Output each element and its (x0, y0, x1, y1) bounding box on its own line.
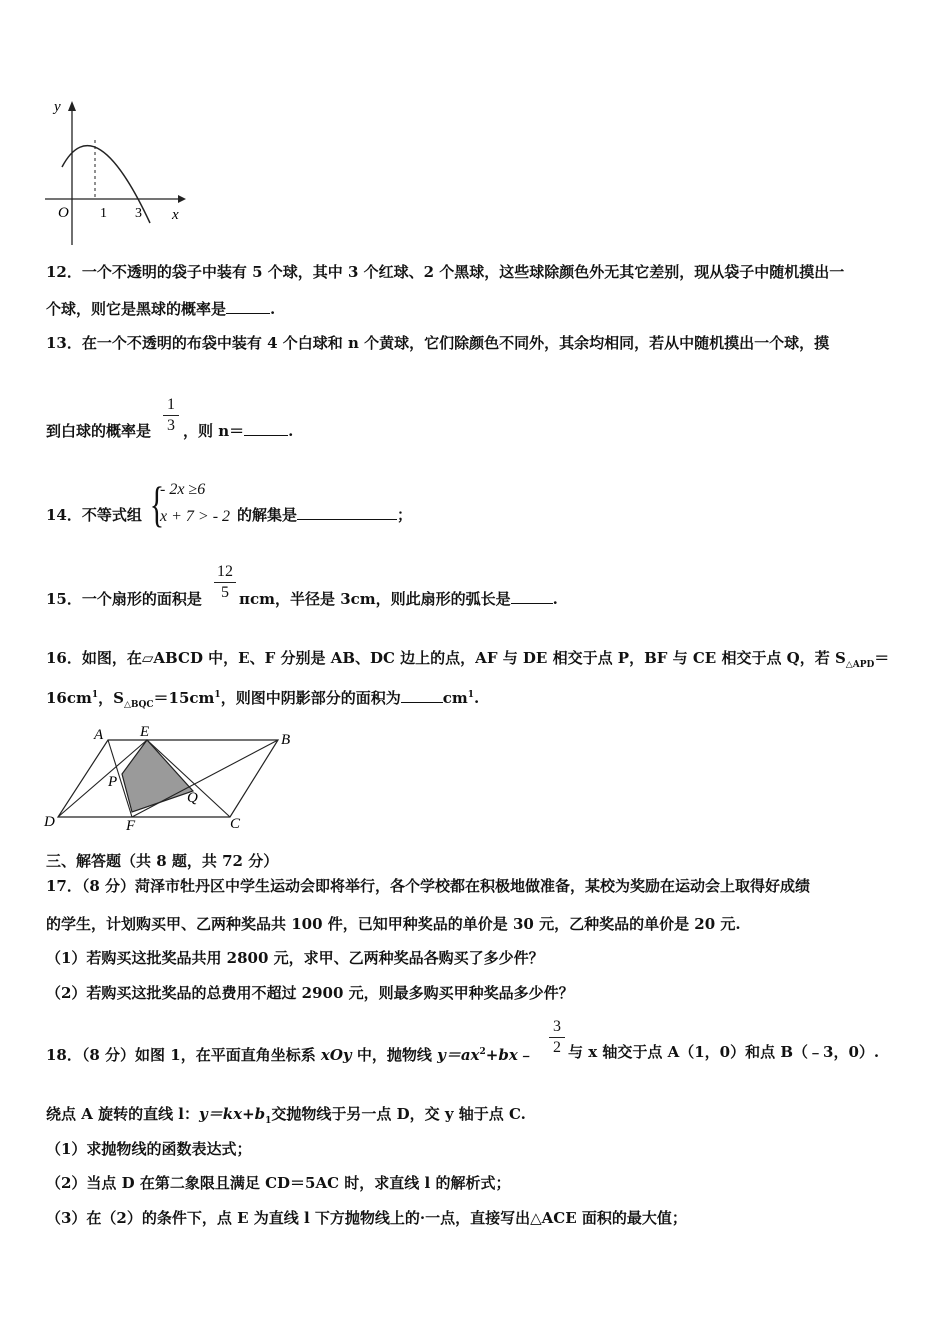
q15-post-text: πcm，半径是 3cm，则此扇形的弧长是 (239, 590, 511, 608)
q16-sup3: 1 (467, 690, 474, 700)
q16-answer-blank[interactable] (401, 688, 443, 703)
q16-line2-d: ，则图中阴影部分的面积为 (220, 689, 401, 707)
q14-post (237, 505, 412, 525)
q18-line2-sub: 1 (265, 1116, 272, 1126)
q16-line2-b: ，S (98, 689, 124, 707)
q13-post-text: ，则 n＝ (183, 422, 245, 440)
parabola-graph (40, 95, 190, 250)
q13-fraction (163, 396, 179, 435)
label-q: Q (187, 790, 198, 806)
q17-line1: 17．（8 分）菏泽市牡丹区中学生运动会即将举行，各个学校都在积极地做准备，某校为奖励在运动会上取得好成绩 (46, 877, 811, 895)
label-a: A (94, 727, 104, 743)
label-e: E (140, 724, 150, 740)
q18-line2 (46, 1104, 526, 1131)
tick-1-label: 1 (100, 206, 107, 221)
label-f: F (126, 818, 136, 832)
q15-tail: . (552, 590, 558, 608)
q13-frac-bar (163, 415, 179, 416)
q18-frac-num: 3 (553, 1018, 561, 1035)
q14-answer-blank[interactable] (297, 505, 397, 520)
q15-frac-bar (214, 582, 236, 583)
y-label: y (54, 99, 61, 115)
q15-pre: 15．一个扇形的面积是 (46, 590, 202, 608)
q18-fraction (549, 1018, 565, 1057)
q14-ineq2: x + 7 > - 2 (160, 508, 231, 525)
x-label: x (172, 207, 179, 223)
q18-line2-a: 绕点 A 旋转的直线 l： (46, 1105, 200, 1123)
q16-sub-bqc: △BQC (124, 700, 154, 710)
q18-part3: （3）在（2）的条件下，点 E 为直线 l 下方抛物线上的·一点，直接写出△ACE 面积的最大值； (46, 1209, 687, 1227)
q16-line2 (46, 685, 479, 715)
q12-tail: . (270, 300, 276, 318)
parallelogram-figure (40, 722, 302, 832)
section3-heading: 三、解答题（共 8 题，共 72 分） (46, 852, 279, 870)
q18-frac-den: 2 (553, 1039, 561, 1056)
y-axis-arrow (68, 101, 76, 111)
q16-tail: . (473, 689, 480, 707)
q15-frac-num: 12 (217, 563, 233, 580)
q18-frac-bar (549, 1037, 565, 1038)
q14-system-brace: { (149, 476, 165, 532)
q18-part1: （1）求抛物线的函数表达式； (46, 1140, 252, 1158)
q16-line2-e: cm (442, 689, 468, 707)
q14-post-text: 的解集是 (237, 506, 298, 524)
origin-label: O (58, 205, 69, 221)
q18-xoy: xOy (320, 1046, 352, 1064)
q13-frac-num: 1 (167, 396, 175, 413)
q14-tail: ； (397, 506, 413, 524)
q16-line1 (46, 648, 889, 675)
q16-line2-c: ＝15cm (153, 689, 215, 707)
q18-line1-post: 与 x 轴交于点 A（1，0）和点 B（﹣3，0）. (568, 1043, 880, 1061)
label-d: D (44, 814, 55, 830)
q13-answer-blank[interactable] (244, 421, 288, 436)
q13-line2-post (183, 421, 293, 441)
q16-line1-end: ＝ (874, 649, 890, 667)
q12-answer-blank[interactable] (226, 299, 270, 314)
q18-line2-eq: y＝kx+b (199, 1105, 266, 1123)
q17-part1: （1）若购买这批奖品共用 2800 元，求甲、乙两种奖品各购买了多少件？ (46, 949, 544, 967)
x-axis-arrow (178, 195, 186, 203)
q12-line2 (46, 299, 275, 319)
q18-pre: 18．（8 分）如图 1，在平面直角坐标系 (46, 1046, 321, 1064)
q16-sup1: 1 (91, 690, 99, 700)
q18-eq: y＝ax (437, 1046, 480, 1064)
q12-line1: 12．一个不透明的袋子中装有 5 个球，其中 3 个红球、2 个黑球，这些球除颜色外无其它差别，现从袋子中随机摸出一 (46, 263, 845, 281)
q15-answer-blank[interactable] (511, 589, 553, 604)
q16-line1-text: 16．如图，在▱ABCD 中，E、F 分别是 AB、DC 边上的点，AF 与 DE 相交于点 P，BF 与 CE 相交于点 Q，若 S (46, 649, 846, 667)
q16-sup2: 1 (214, 690, 221, 700)
q18-sup: 2 (479, 1047, 486, 1057)
q14-ineq1: - 2x ≥6 (160, 481, 206, 498)
q18-eq2: +bx﹣ (485, 1046, 533, 1064)
q18-line2-b: 交抛物线于另一点 D，交 y 轴于点 C. (271, 1105, 526, 1123)
q18-line1-pre (46, 1042, 533, 1065)
label-b: B (281, 732, 291, 748)
q15-frac-den: 5 (221, 584, 229, 601)
q15-fraction (214, 563, 236, 602)
q13-frac-den: 3 (167, 417, 175, 434)
q18-part2: （2）当点 D 在第二象限且满足 CD＝5AC 时，求直线 l 的解析式； (46, 1174, 511, 1192)
shaded-quadrilateral (122, 740, 193, 812)
tick-3-label: 3 (135, 206, 142, 221)
q14-pre: 14．不等式组 (46, 506, 142, 524)
q13-line1: 13．在一个不透明的布袋中装有 4 个白球和 n 个黄球，它们除颜色不同外，其余均相同，若从中随机摸出一个球，摸 (46, 334, 830, 352)
q12-line2-text: 个球，则它是黑球的概率是 (46, 300, 227, 318)
q17-part2: （2）若购买这批奖品的总费用不超过 2900 元，则最多购买甲种奖品多少件？ (46, 984, 574, 1002)
q17-line2: 的学生，计划购买甲、乙两种奖品共 100 件，已知甲种奖品的单价是 30 元，乙种奖品的单价是 20 元. (46, 915, 741, 933)
q16-sub-apd: △APD (845, 660, 875, 670)
q13-line2-pre: 到白球的概率是 (46, 422, 152, 440)
label-p: P (108, 774, 118, 790)
q16-line2-a: 16cm (46, 689, 92, 707)
q15-post (239, 589, 558, 609)
q18-mid1: 中，抛物线 (351, 1046, 438, 1064)
label-c: C (230, 816, 241, 832)
q13-tail: . (288, 422, 294, 440)
